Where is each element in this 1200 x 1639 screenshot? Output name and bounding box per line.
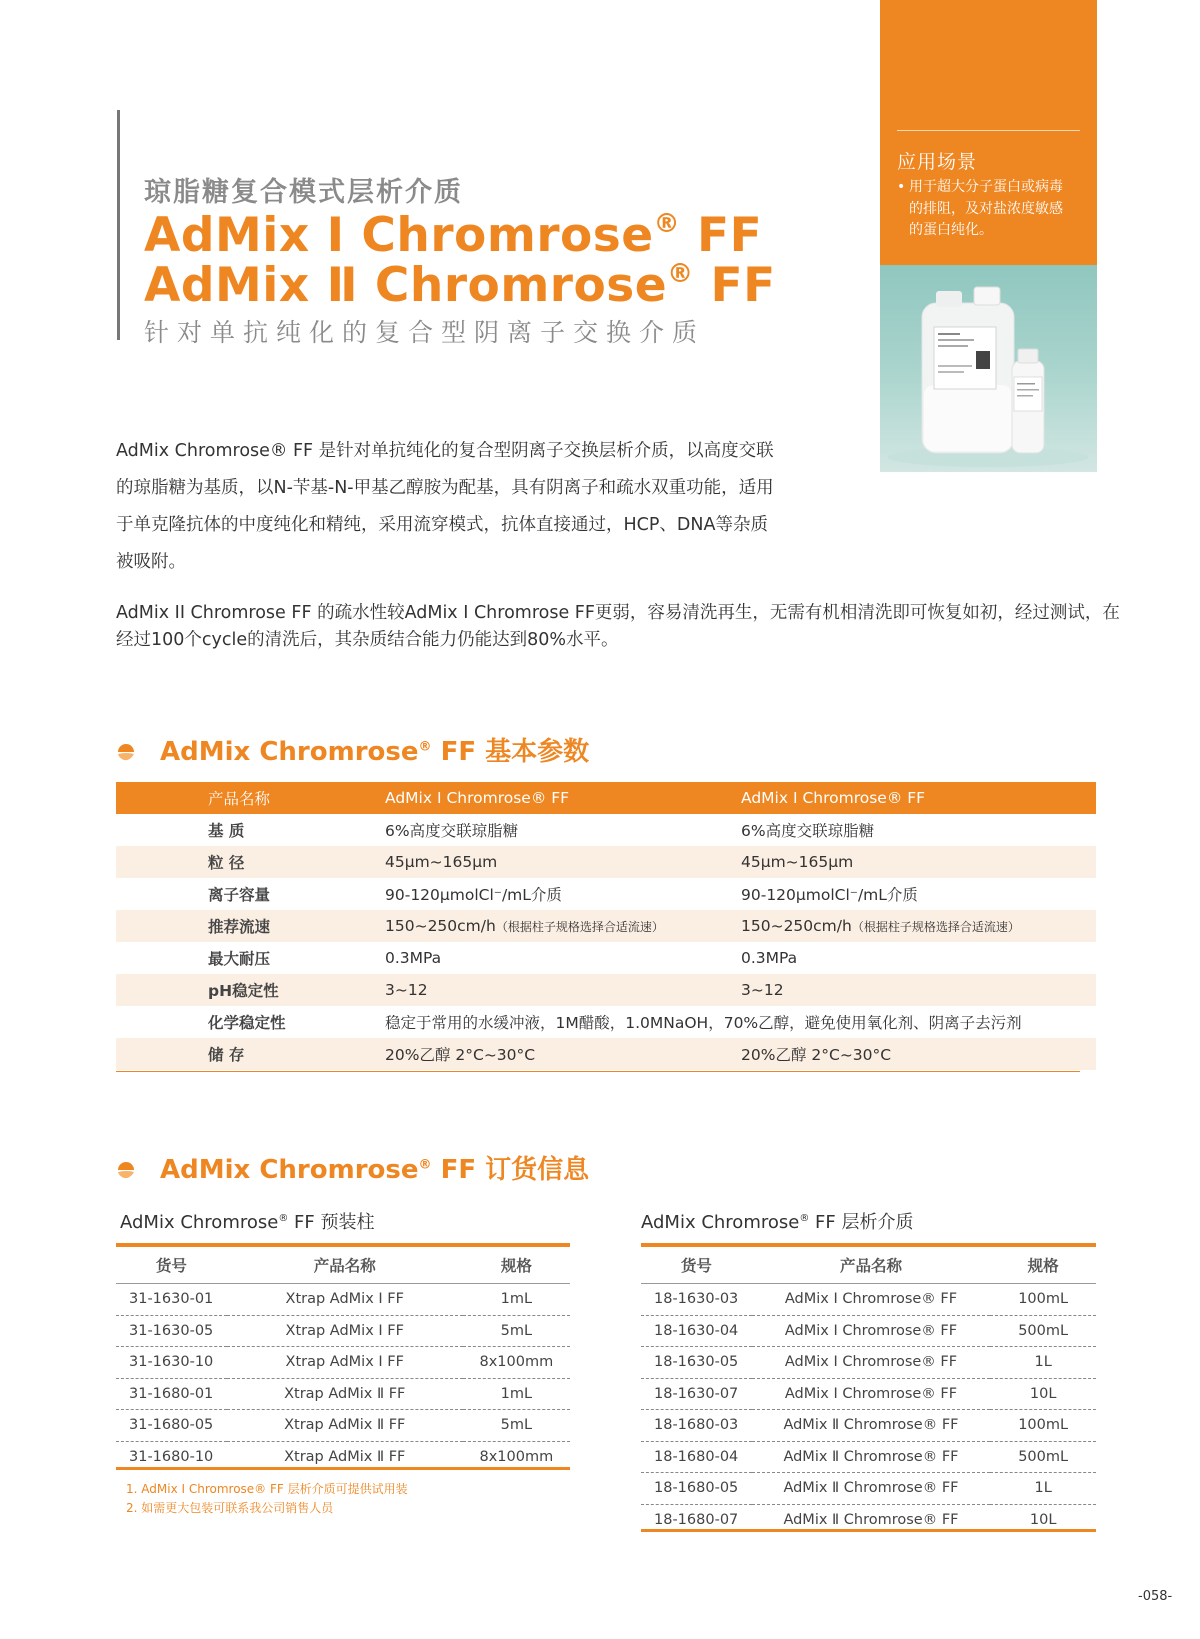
product-subtitle: 针对单抗纯化的复合型阴离子交换介质 (144, 318, 706, 347)
application-text: • 用于超大分子蛋白或病毒 的排阻，及对盐浓度敏感 的蛋白纯化。 (897, 179, 1063, 238)
intro-paragraph-1: AdMix Chromrose® FF 是针对单抗纯化的复合型阴离子交换层析介质，以高度交联的琼脂糖为基质，以N-苄基-N-甲基乙醇胺为配基，具有阴离子和疏水双重功能，适用于单克隆抗体的中度纯化和精纯，采用流穿模式，抗体直接通过，HCP、DNA等杂质被吸附。 (116, 441, 774, 572)
resin-table (641, 1243, 1096, 1535)
table-row: 31-1630-01 Xtrap AdMix Ⅰ FF 1mL (116, 1284, 570, 1316)
order-section-title: AdMix Chromrose® FF 订货信息 (160, 1155, 590, 1185)
title-accent-bar (117, 110, 120, 340)
param-row: 最大耐压 0.3MPa 0.3MPa (208, 949, 798, 968)
table-row: 18-1680-03 AdMix Ⅱ Chromrose® FF 100mL (641, 1410, 1096, 1442)
prepacked-column-heading: AdMix Chromrose® FF 预装柱 (120, 1212, 375, 1233)
section-leaf-icon (116, 742, 136, 762)
order-note-2: 2. 如需更大包装可联系我公司销售人员 (126, 1501, 334, 1515)
page-number: -058- (1138, 1589, 1173, 1604)
table-header-row: 货号 产品名称 规格 (116, 1245, 570, 1284)
param-row: pH稳定性 3~12 3~12 (116, 974, 1096, 1006)
chinese-title: 琼脂糖复合模式层析介质 (144, 177, 463, 208)
params-table (116, 782, 1096, 1070)
table-row: 18-1680-04 AdMix Ⅱ Chromrose® FF 500mL (641, 1441, 1096, 1473)
product-title-1: AdMix Ⅰ Chromrose® FF (144, 208, 763, 263)
table-row: 18-1680-07 AdMix Ⅱ Chromrose® FF 10L (654, 1511, 1057, 1528)
param-row: 粒 径 45μm~165μm 45μm~165μm (116, 846, 1096, 878)
header-product-name: 产品名称 (208, 782, 385, 814)
param-row: 离子容量 90-120μmolCl⁻/mL介质 90-120μmolCl⁻/mL介质 (208, 886, 918, 904)
header-product-b: AdMix Ⅰ Chromrose® FF (741, 782, 1096, 814)
params-section-title: AdMix Chromrose® FF 基本参数 (160, 737, 590, 767)
table-header-row: 货号 产品名称 规格 (641, 1245, 1096, 1284)
bottles-illustration (880, 265, 1097, 472)
param-row: 储 存 20%乙醇 2°C~30°C 20%乙醇 2°C~30°C (116, 1038, 1096, 1070)
table-row: 31-1630-05 Xtrap AdMix Ⅰ FF 5mL (116, 1315, 570, 1347)
panel-divider (897, 130, 1080, 131)
params-header-row (116, 782, 1096, 814)
table-row: 18-1630-03 AdMix Ⅰ Chromrose® FF 100mL (641, 1284, 1096, 1316)
param-row: 基 质 6%高度交联琼脂糖 6%高度交联琼脂糖 (208, 822, 875, 840)
table-row: 18-1630-07 AdMix Ⅰ Chromrose® FF 10L (641, 1378, 1096, 1410)
table-row: 18-1630-04 AdMix Ⅰ Chromrose® FF 500mL (641, 1315, 1096, 1347)
resin-column-heading: AdMix Chromrose® FF 层析介质 (641, 1212, 914, 1233)
product-title-2: AdMix Ⅱ Chromrose® FF (144, 258, 776, 313)
table-row: 31-1680-10 Xtrap AdMix Ⅱ FF 8x100mm (129, 1448, 554, 1465)
bullet-icon: • (897, 179, 906, 195)
intro-paragraph-2: AdMix II Chromrose FF 的疏水性较AdMix Ⅰ Chromrose FF更弱，容易清洗再生，无需有机相清洗即可恢复如初，经过测试，在经过100个cycle的清洗后，其杂质结合能力仍能达到80%水平。 (116, 603, 1120, 650)
prepacked-table (116, 1243, 570, 1472)
table-row: 31-1680-01 Xtrap AdMix Ⅱ FF 1mL (116, 1378, 570, 1410)
application-heading: 应用场景 (897, 151, 978, 173)
header-product-a: AdMix Ⅰ Chromrose® FF (385, 782, 741, 814)
param-row: 推荐流速 150~250cm/h（根据柱子规格选择合适流速） 150~250cm/h（根据柱子规格选择合适流速） (116, 910, 1096, 942)
order-note-1: 1. AdMix Ⅰ Chromrose® FF 层析介质可提供试用装 (126, 1482, 408, 1496)
product-photo (880, 265, 1097, 472)
table-row: 31-1630-10 Xtrap AdMix Ⅰ FF 8x100mm (116, 1347, 570, 1379)
param-row: 化学稳定性 稳定于常用的水缓冲液，1M醋酸，1.0MNaOH，70%乙醇，避免使用氧化剂、阴离子去污剂 (208, 1014, 1022, 1032)
table-row: 31-1680-05 Xtrap AdMix Ⅱ FF 5mL (116, 1410, 570, 1442)
prepacked-table-rule (116, 1467, 570, 1470)
resin-table-rule (641, 1529, 1096, 1532)
table-row: 18-1630-05 AdMix Ⅰ Chromrose® FF 1L (641, 1347, 1096, 1379)
table-row: 18-1680-05 AdMix Ⅱ Chromrose® FF 1L (641, 1473, 1096, 1505)
section-leaf-icon (116, 1160, 136, 1180)
params-table-rule (116, 1071, 1080, 1072)
